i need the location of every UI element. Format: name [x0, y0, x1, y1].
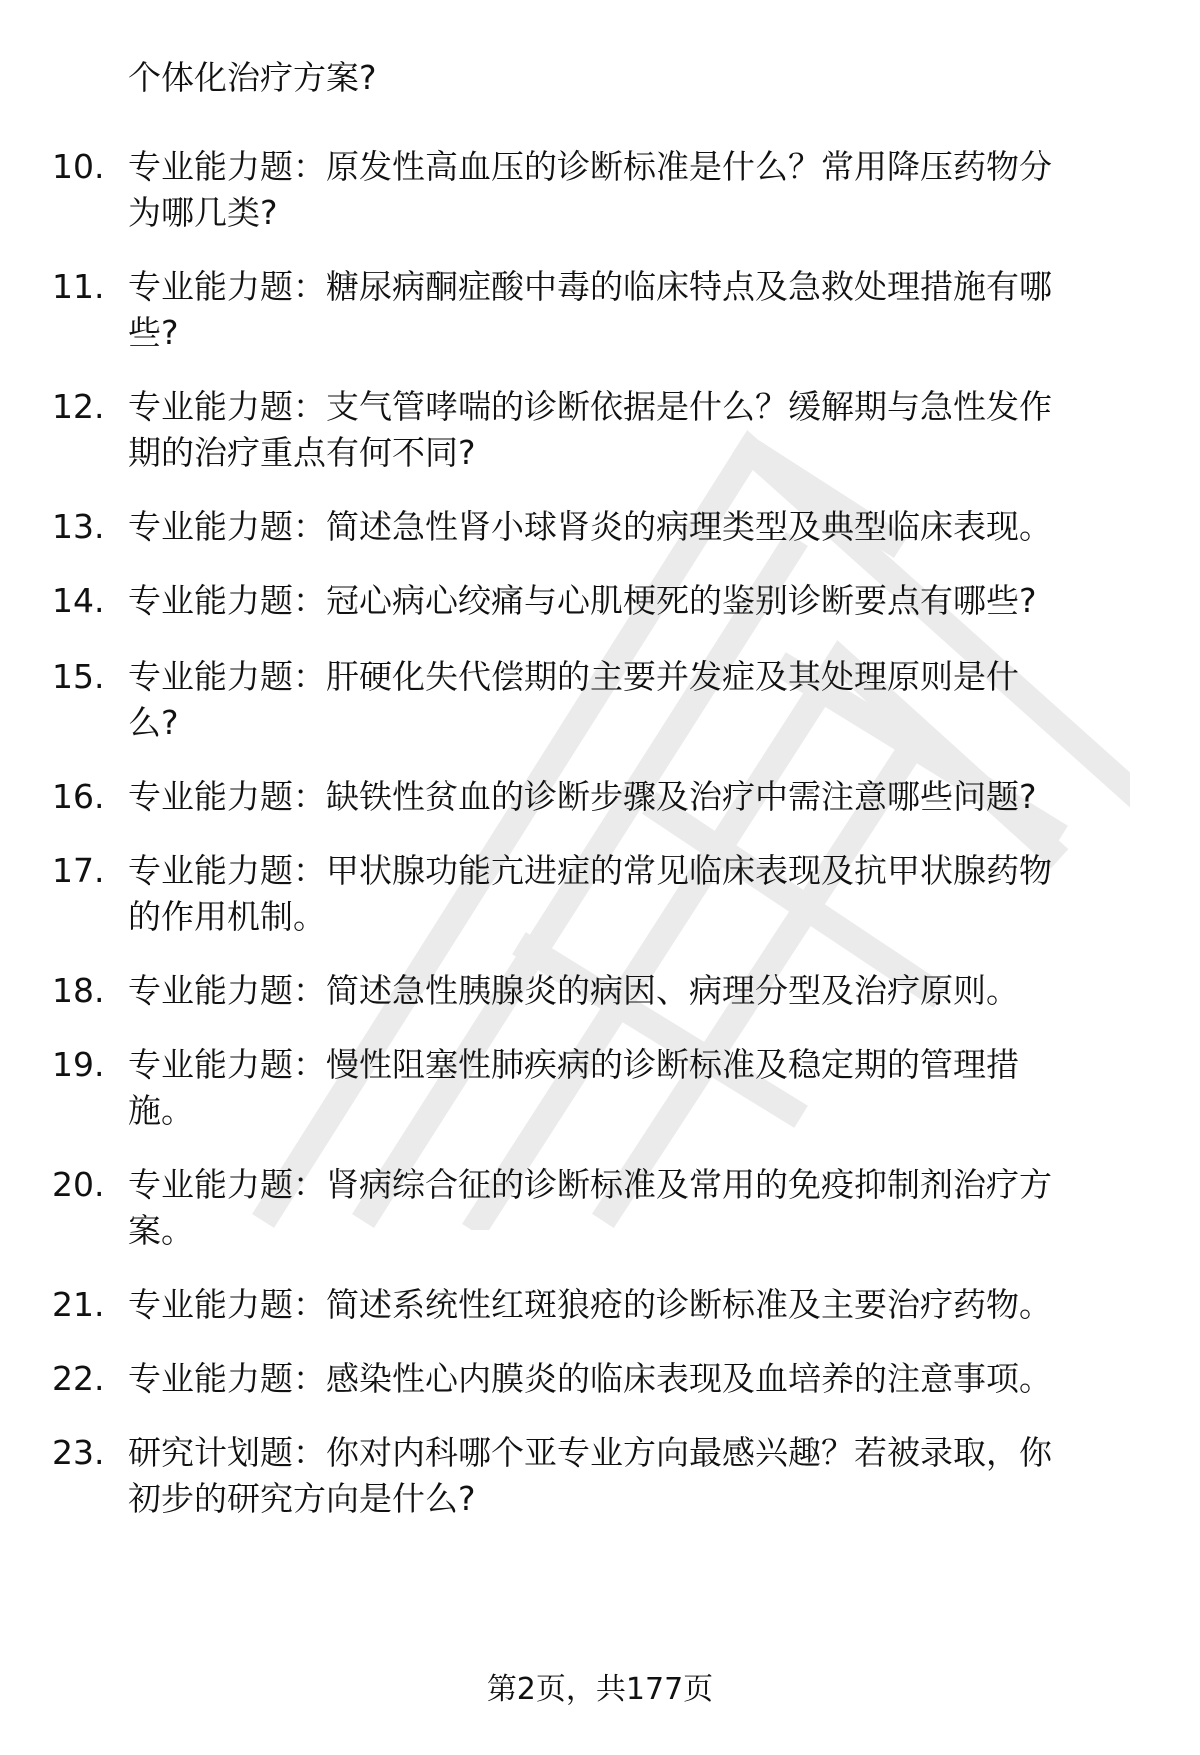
item-text-line: 专业能力题：甲状腺功能亢进症的常见临床表现及抗甲状腺药物 [128, 851, 1052, 890]
item-number: 20. [52, 1165, 105, 1204]
continuation-line: 个体化治疗方案? [128, 58, 377, 97]
item-text-line: 些? [128, 313, 179, 352]
item-number: 23. [52, 1433, 105, 1472]
item-text-line: 期的治疗重点有何不同? [128, 433, 476, 472]
item-text-line: 案。 [128, 1211, 194, 1250]
item-text-line: 专业能力题：冠心病心绞痛与心肌梗死的鉴别诊断要点有哪些? [128, 581, 1037, 620]
item-text-line: 专业能力题：简述系统性红斑狼疮的诊断标准及主要治疗药物。 [128, 1285, 1052, 1324]
item-number: 12. [52, 387, 105, 426]
item-text-line: 专业能力题：肾病综合征的诊断标准及常用的免疫抑制剂治疗方 [128, 1165, 1052, 1204]
item-text-line: 初步的研究方向是什么? [128, 1479, 476, 1518]
item-text-line: 专业能力题：肝硬化失代偿期的主要并发症及其处理原则是什 [128, 657, 1019, 696]
item-number: 14. [52, 581, 105, 620]
item-text-line: 么? [128, 703, 179, 742]
item-number: 10. [52, 147, 105, 186]
item-number: 16. [52, 777, 105, 816]
item-number: 11. [52, 267, 105, 306]
item-text-line: 研究计划题：你对内科哪个亚专业方向最感兴趣？若被录取，你 [128, 1433, 1052, 1472]
item-text-line: 专业能力题：支气管哮喘的诊断依据是什么？缓解期与急性发作 [128, 387, 1052, 426]
item-number: 17. [52, 851, 105, 890]
item-text-line: 的作用机制。 [128, 897, 326, 936]
item-text-line: 专业能力题：缺铁性贫血的诊断步骤及治疗中需注意哪些问题? [128, 777, 1037, 816]
page-number-footer: 第2页，共177页 [486, 1672, 714, 1707]
item-number: 22. [52, 1359, 105, 1398]
item-number: 19. [52, 1045, 105, 1084]
item-number: 15. [52, 657, 105, 696]
item-number: 21. [52, 1285, 105, 1324]
item-text-line: 专业能力题：感染性心内膜炎的临床表现及血培养的注意事项。 [128, 1359, 1052, 1398]
item-text-line: 专业能力题：简述急性肾小球肾炎的病理类型及典型临床表现。 [128, 507, 1052, 546]
item-text-line: 专业能力题：糖尿病酮症酸中毒的临床特点及急救处理措施有哪 [128, 267, 1052, 306]
item-text-line: 为哪几类? [128, 193, 278, 232]
item-number: 13. [52, 507, 105, 546]
item-number: 18. [52, 971, 105, 1010]
item-text-line: 专业能力题：简述急性胰腺炎的病因、病理分型及治疗原则。 [128, 971, 1019, 1010]
item-text-line: 专业能力题：慢性阻塞性肺疾病的诊断标准及稳定期的管理措 [128, 1045, 1019, 1084]
item-text-line: 施。 [128, 1091, 194, 1130]
item-text-line: 专业能力题：原发性高血压的诊断标准是什么？常用降压药物分 [128, 147, 1052, 186]
